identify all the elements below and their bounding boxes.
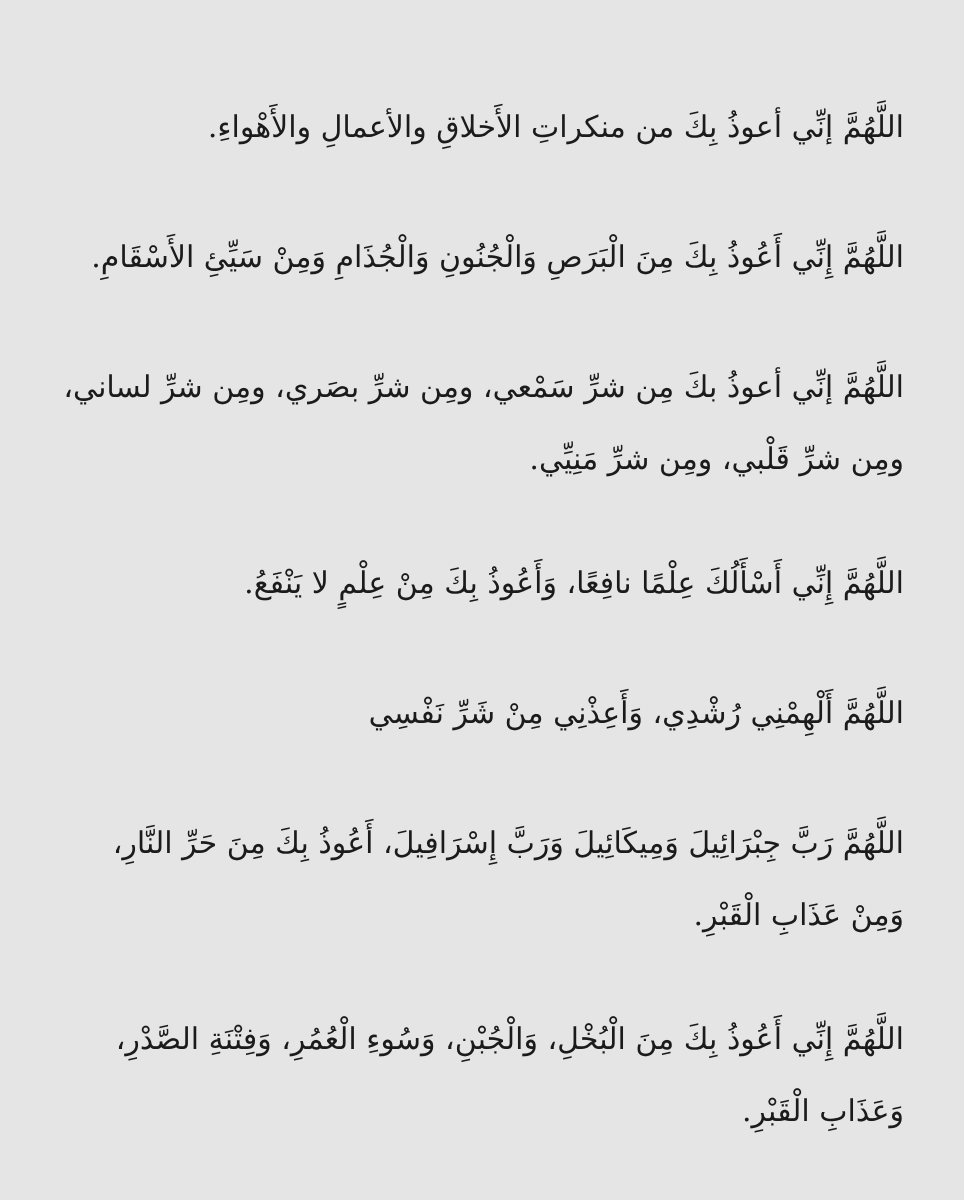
dua-4: اللَّهُمَّ إِنِّي أَسْأَلُكَ عِلْمًا نافِعًا، وَأَعُوذُ بِكَ مِنْ عِلْمٍ لا يَنْفَعُ. <box>244 566 904 601</box>
dua-6: اللَّهُمَّ رَبَّ جِبْرَائِيلَ وَمِيكَائِيلَ وَرَبَّ إِسْرَافِيلَ، أَعُوذُ بِكَ مِنَ حَرِّ النَّارِ، وَمِنْ عَذَابِ الْقَبْرِ. <box>112 826 904 933</box>
dua-7: اللَّهُمَّ إِنِّي أَعُوذُ بِكَ مِنَ الْبُخْلِ، وَالْجُبْنِ، وَسُوءِ الْعُمُرِ، وَفِتْنَةِ الصَّدْرِ، وَعَذَابِ الْقَبْرِ. <box>115 1022 904 1129</box>
dua-1: اللَّهُمَّ إنِّي أعوذُ بِكَ من منكراتِ الأَخلاقِ والأعمالِ والأَهْواءِ. <box>207 110 904 145</box>
dua-5: اللَّهُمَّ أَلْهِمْنِي رُشْدِي، وَأَعِذْنِي مِنْ شَرِّ نَفْسِي <box>368 696 904 731</box>
dua-3: اللَّهُمَّ إنِّي أعوذُ بكَ مِن شرِّ سَمْعي، ومِن شرِّ بصَري، ومِن شرِّ لساني، ومِن شرِّ قَلْبي، ومِن شرِّ مَنِيِّي. <box>63 370 904 477</box>
dua-2: اللَّهُمَّ إِنِّي أَعُوذُ بِكَ مِنَ الْبَرَصِ وَالْجُنُونِ وَالْجُذَامِ وَمِنْ سَيِّئِ الأَسْقَامِ. <box>91 240 904 275</box>
